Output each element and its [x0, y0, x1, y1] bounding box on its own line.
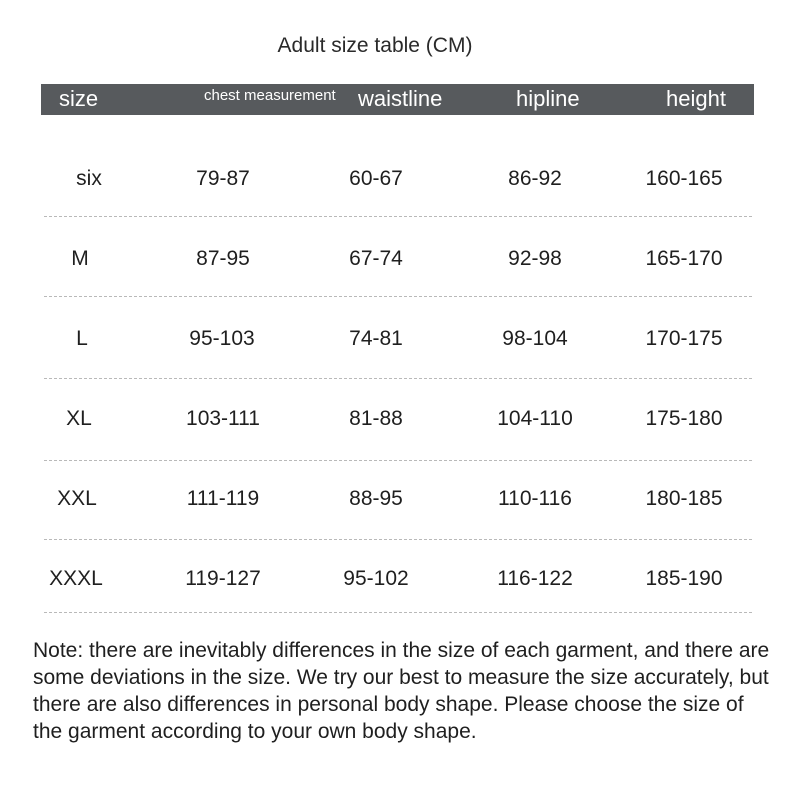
cell-size: six — [76, 167, 102, 190]
cell-height: 170-175 — [645, 327, 723, 350]
cell-size: L — [76, 327, 88, 350]
cell-hip: 92-98 — [508, 247, 562, 270]
row-divider — [44, 539, 752, 540]
cell-size: XXL — [57, 487, 97, 510]
table-row — [0, 567, 800, 647]
row-divider — [44, 460, 752, 461]
cell-chest: 79-87 — [196, 167, 250, 190]
table-row — [0, 247, 800, 327]
table-row — [0, 487, 800, 567]
row-divider — [44, 612, 752, 613]
cell-size: XXXL — [49, 567, 103, 590]
table-row — [0, 407, 800, 487]
cell-height: 160-165 — [645, 167, 723, 190]
cell-size: XL — [66, 407, 92, 430]
cell-height: 180-185 — [645, 487, 723, 510]
cell-height: 165-170 — [645, 247, 723, 270]
cell-waist: 88-95 — [349, 487, 403, 510]
header-waist: waistline — [358, 86, 443, 111]
table-header — [41, 84, 754, 115]
header-hip: hipline — [516, 86, 580, 111]
cell-chest: 95-103 — [189, 327, 255, 350]
cell-hip: 110-116 — [498, 487, 572, 510]
cell-hip: 116-122 — [497, 567, 573, 590]
header-size: size — [59, 86, 99, 111]
cell-waist: 60-67 — [349, 167, 403, 190]
table-title: Adult size table (CM) — [277, 34, 473, 57]
cell-waist: 95-102 — [343, 567, 409, 590]
cell-chest: 87-95 — [196, 247, 250, 270]
header-height: height — [666, 86, 726, 111]
cell-waist: 67-74 — [349, 247, 403, 270]
cell-size: M — [71, 247, 89, 270]
cell-chest: 103-111 — [186, 407, 260, 430]
row-divider — [44, 296, 752, 297]
cell-waist: 74-81 — [349, 327, 403, 350]
cell-height: 185-190 — [645, 567, 723, 590]
cell-waist: 81-88 — [349, 407, 403, 430]
row-divider — [44, 378, 752, 379]
cell-height: 175-180 — [645, 407, 723, 430]
cell-hip: 104-110 — [497, 407, 573, 430]
cell-chest: 119-127 — [185, 567, 261, 590]
table-row — [0, 167, 800, 247]
row-divider — [44, 216, 752, 217]
cell-hip: 86-92 — [508, 167, 562, 190]
size-note: Note: there are inevitably differences in the size of each garment, and there are some deviations in the size. We try our best to measure the size accurately, but there are also differences in personal body shape. Please choose the size of the garment according to your own body shape. — [33, 639, 770, 743]
header-chest: chest measurement — [204, 87, 336, 104]
table-row — [0, 327, 800, 407]
cell-hip: 98-104 — [502, 327, 568, 350]
cell-chest: 111-119 — [186, 487, 260, 510]
